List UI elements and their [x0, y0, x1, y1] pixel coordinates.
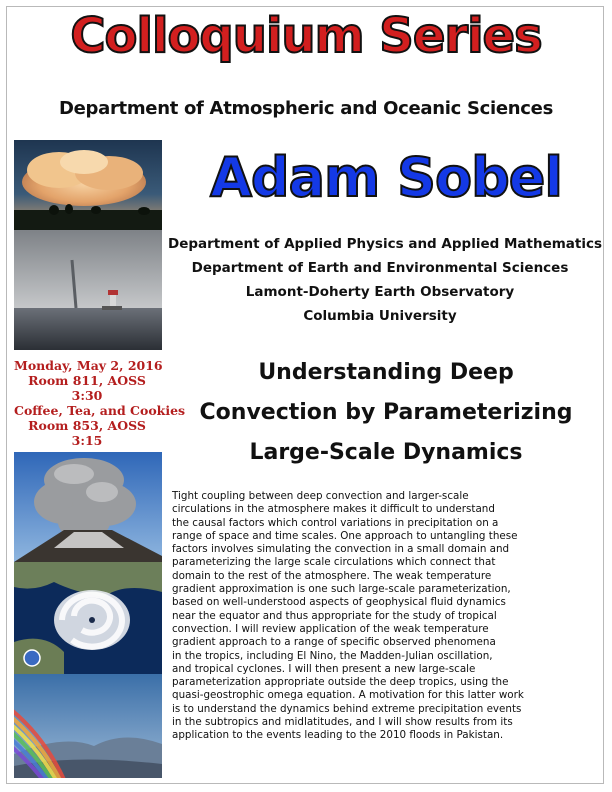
abstract-line: domain to the rest of the atmosphere. The weak temperature: [172, 569, 492, 582]
abstract-line: application to the events leading to the 2010 floods in Pakistan.: [172, 729, 504, 742]
event-time: 3:30: [71, 388, 103, 403]
affiliation-line: Department of Earth and Environmental Sciences: [191, 260, 569, 276]
abstract-line: gradient approach to a range of specific observed phenomena: [172, 636, 496, 649]
abstract-line: and tropical cyclones. I will then present a new large-scale: [172, 662, 476, 675]
abstract-line: parameterization appropriate outside the deep tropics, using the: [172, 676, 509, 689]
event-date: Monday, May 2, 2016: [14, 358, 163, 373]
abstract-line: factors involves simulating the convection in a small domain and: [172, 543, 510, 556]
abstract-line: gradient approximation is one such large-scale parameterization,: [172, 583, 511, 596]
abstract-line: is to understand the dynamics behind extreme precipitation events: [172, 702, 522, 715]
abstract-line: circulations in the atmosphere makes it difficult to understand: [172, 503, 495, 516]
reception-label: Coffee, Tea, and Cookies: [14, 403, 186, 418]
event-room: Room 811, AOSS: [28, 373, 146, 388]
abstract-line: parameterizing the large scale circulations which connect that: [172, 556, 496, 569]
abstract-line: based on well-understood aspects of geophysical fluid dynamics: [172, 596, 506, 609]
abstract-line: convection. I will review application of the weak temperature: [172, 622, 489, 635]
affiliation-line: Lamont-Doherty Earth Observatory: [245, 284, 515, 300]
hurricane-satellite-photo: [14, 562, 162, 674]
abstract-line: in the subtropics and midlatitudes, and I will show results from its: [172, 716, 513, 729]
reception-room: Room 853, AOSS: [28, 418, 146, 433]
talk-title-line: Large-Scale Dynamics: [249, 440, 523, 465]
speaker-name: Adam Sobel: [210, 146, 562, 209]
abstract-line: the causal factors which control variations in precipitation on a: [172, 516, 499, 529]
talk-title-line: Understanding Deep: [258, 360, 514, 385]
abstract-line: quasi-geostrophic omega equation. A motivation for this latter work: [172, 689, 524, 702]
abstract-line: Tight coupling between deep convection and larger-scale: [172, 490, 469, 502]
abstract-line: near the equator and thus appropriate for the study of tropical: [172, 609, 497, 622]
reception-time: 3:15: [71, 433, 103, 448]
rainbow-photo: [14, 674, 162, 778]
talk-title-line: Convection by Parameterizing: [199, 400, 573, 425]
waterspout-photo: [14, 230, 162, 350]
series-title: Colloquium Series: [70, 8, 542, 64]
abstract-line: in the tropics, including El Nino, the Madden-Julian oscillation,: [172, 649, 493, 662]
affiliation-line: Columbia University: [303, 308, 457, 324]
volcanic-eruption-photo: [14, 452, 162, 562]
storm-cloud-photo: [14, 140, 162, 230]
department-title: Department of Atmospheric and Oceanic Sciences: [58, 98, 553, 119]
affiliation-line: Department of Applied Physics and Applied Mathematics: [168, 236, 603, 252]
abstract-line: range of space and time scales. One approach to untangling these: [172, 529, 518, 542]
talk-abstract: [172, 490, 604, 743]
